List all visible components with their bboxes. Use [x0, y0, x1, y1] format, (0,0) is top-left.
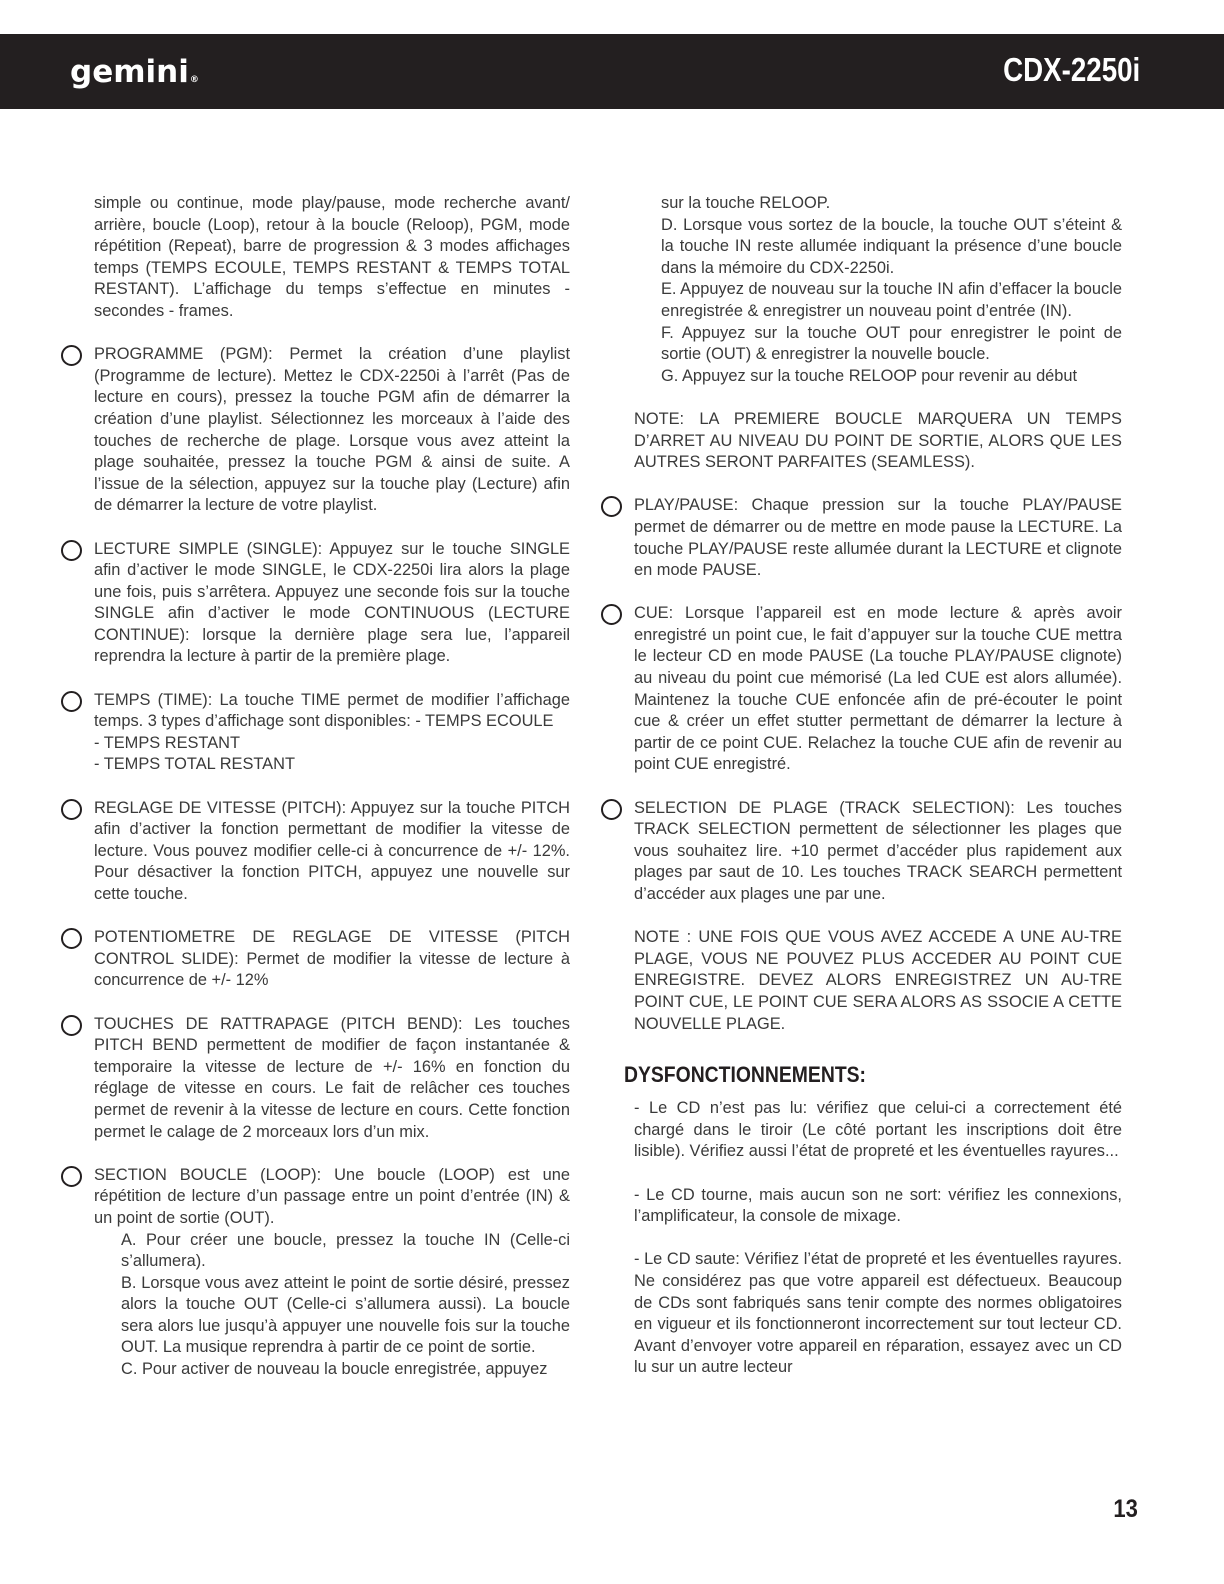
circle-bullet-icon [61, 799, 82, 820]
section-pgm [94, 344, 570, 517]
trouble-item [634, 1098, 1122, 1163]
section-pitch [94, 798, 570, 906]
intro-text: simple ou continue, mode play/pause, mode recherche avant/ arrière, boucle (Loop), retour à la boucle (Reloop), PGM, mode répétition (Repeat), barre de progression & 3 modes affichages temps (TEMPS ECOULE, TEMPS RESTANT & TEMPS TOTAL RESTANT). L’affichage du temps s’effectue en minutes - secondes - frames. [94, 194, 570, 320]
section-loop [94, 1165, 570, 1381]
pitch-text: REGLAGE DE VITESSE (PITCH): Appuyez sur la touche PITCH afin d’activer la fonction permettant de modifier la vitesse de lecture. Vous pouvez modifier celle-ci à concurrence de +/- 12%. Pour désactiver la fonction PITCH, appuyez une nouvelle sur cette touche. [94, 798, 570, 903]
pgm-text: PROGRAMME (PGM): Permet la création d’une playlist (Programme de lecture). Mettez le CDX-2250i à l’arrêt (Pas de lecture en cours), pressez la touche PGM afin de démarrer la création d’une playlist. Sélectionnez les morceaux à l’aide des touches de recherche de plage. Lorsque vous avez atteint la plage souhaitée, pressez la touche PGM & ainsi de suite. A l’issue de la sélection, appuyez sur la touche play (Lecture) afin de démarrer la lecture de votre playlist. [94, 345, 570, 515]
section-cue [634, 603, 1122, 776]
circle-bullet-icon [601, 604, 622, 625]
loop-step-f: F. Appuyez sur la touche OUT pour enregistrer le point de sortie (OUT) & enregistrer la nouvelle boucle. [661, 323, 1122, 364]
time-text: TEMPS (TIME): La touche TIME permet de modifier l’affichage temps. 3 types d’affichage sont disponibles: - TEMPS ECOULE [94, 690, 570, 731]
loop-intro-text: SECTION BOUCLE (LOOP): Une boucle (LOOP) est une répétition de lecture d’un passage entre un point d’entrée (IN) & un point de sortie (OUT). [94, 1165, 570, 1227]
section-pitch-bend [94, 1014, 570, 1144]
pitch-slide-text: POTENTIOMETRE DE REGLAGE DE VITESSE (PITCH CONTROL SLIDE): Permet de modifier la vitesse de lecture à concurrence de +/- 12% [94, 928, 570, 990]
loop-step-b: B. Lorsque vous avez atteint le point de sortie désiré, pressez alors la touche OUT (Celle-ci s’allumera aussi). La boucle sera alors lue jusqu’à appuyer une nouvelle fois sur la touche OUT. La musique reprendra à partir de ce point de sortie. [121, 1273, 570, 1357]
section-time [94, 690, 570, 776]
trouble-item [634, 1185, 1122, 1228]
page-number: 13 [1113, 1495, 1138, 1523]
loop-step-d: D. Lorsque vous sortez de la boucle, la touche OUT s’éteint & la touche IN reste allumée indiquant la présence d’une boucle dans la mémoire du CDX-2250i. [661, 215, 1122, 277]
troubleshooting-heading: DYSFONCTIONNEMENTS: [624, 1062, 866, 1088]
time-item: - TEMPS RESTANT [94, 733, 241, 752]
circle-bullet-icon [61, 928, 82, 949]
trouble-text: - Le CD tourne, mais aucun son ne sort: vérifiez les connexions, l’amplificateur, la console de mixage. [634, 1185, 1122, 1226]
section-single [94, 539, 570, 669]
cue-text: CUE: Lorsque l’appareil est en mode lecture & après avoir enregistré un point cue, le fait d’appuyer sur la touche CUE mettra le lecteur CD en mode PAUSE (La touche PLAY/PAUSE clignote) au niveau du point cue mémorisé (La led CUE est alors allumée). Maintenez la touche CUE enfoncée afin de pré-écouter le point cue & créer un effet stutter permettant de démarrer la lecture à partir de ce point CUE. Relachez la touche CUE afin de revenir au point CUE enregistré. [634, 604, 1122, 774]
loop-step-c: C. Pour activer de nouveau la boucle enregistrée, appuyez [121, 1360, 548, 1379]
circle-bullet-icon [61, 1015, 82, 1036]
note-cue [634, 927, 1122, 1035]
intro-paragraph [94, 193, 570, 323]
track-selection-text: SELECTION DE PLAGE (TRACK SELECTION): Les touches TRACK SELECTION permettent de sélectionner les plages que vous souhaitez lire. +10 permet d’accéder plus rapidement aux plages par saut de 10. Les touches TRACK SEARCH permettent d’accéder aux plages une par une. [634, 798, 1122, 903]
header-bar [0, 34, 1224, 109]
section-play-pause [634, 495, 1122, 581]
circle-bullet-icon [61, 345, 82, 366]
time-item: - TEMPS TOTAL RESTANT [94, 755, 295, 774]
circle-bullet-icon [61, 1166, 82, 1187]
single-text: LECTURE SIMPLE (SINGLE): Appuyez sur le touche SINGLE afin d’activer le mode SINGLE, le CDX-2250i lira alors la plage une fois, puis s’arrêtera. Appuyez une seconde fois sur la touche SINGLE afin d’activer le mode CONTINUOUS (LECTURE CONTINUE): lorsque la dernière plage sera lue, l’appareil reprendra la lecture à partir de la première plage. [94, 539, 570, 666]
trouble-item [634, 1249, 1122, 1379]
pitch-bend-text: TOUCHES DE RATTRAPAGE (PITCH BEND): Les touches PITCH BEND permettent de modifier de façon instantanée & temporaire la vitesse de lecture de +/- 16% en fonction du réglage de vitesse en cours. Le fait de relâcher ces touches permet de revenir à la vitesse de lecture en cours. Cette fonction permet le calage de 2 morceaux lors d’un mix. [94, 1014, 570, 1141]
brand-name: gemini [70, 54, 189, 90]
note-loop [634, 409, 1122, 474]
loop-step-a: A. Pour créer une boucle, pressez la touche IN (Celle-ci s’allumera). [121, 1230, 570, 1271]
circle-bullet-icon [61, 691, 82, 712]
section-track-selection [634, 798, 1122, 906]
model-name: CDX-2250i [1002, 51, 1140, 88]
trouble-text: - Le CD saute: Vérifiez l’état de propreté et les éventuelles rayures. Ne considérez pas que votre appareil est défectueux. Beaucoup de CDs sont fabriqués sans tenir compte des normes obligatoires en vigueur et ils fonctionneront incorrectement sur tout lecteur CD. Avant d’envoyer votre appareil en réparation, essayez avec un CD lu sur un autre lecteur [634, 1250, 1122, 1377]
loop-step-c-continued: sur la touche RELOOP. [661, 194, 831, 212]
circle-bullet-icon [601, 799, 622, 820]
left-column [94, 193, 570, 1402]
play-pause-text: PLAY/PAUSE: Chaque pression sur la touche PLAY/PAUSE permet de démarrer ou de mettre en mode pause la LECTURE. La touche PLAY/PAUSE reste allumée durant la LECTURE et clignote en mode PAUSE. [634, 496, 1122, 580]
trouble-text: - Le CD n’est pas lu: vérifiez que celui-ci a correctement été chargé dans le tiroir (Le côté portant les inscriptions doit être lisible). Vérifiez aussi l’état de propreté et les éventuelles rayures... [634, 1099, 1122, 1161]
right-column [624, 193, 1122, 1400]
note-cue-text: NOTE : UNE FOIS QUE VOUS AVEZ ACCEDE A UNE AU-TRE PLAGE, VOUS NE POUVEZ PLUS ACCEDER AU POINT CUE ENREGISTRE. DEVEZ ALORS ENREGISTREZ UN AU-TRE POINT CUE, LE POINT CUE SERA ALORS AS SSOCIE A CETTE NOUVELLE PLAGE. [634, 928, 1122, 1033]
brand-logo [70, 52, 199, 92]
loop-step-e: E. Appuyez de nouveau sur la touche IN afin d’effacer la boucle enregistrée & enregistrer un nouveau point d’entrée (IN). [661, 280, 1122, 320]
section-pitch-slide [94, 927, 570, 992]
note-loop-text: NOTE: LA PREMIERE BOUCLE MARQUERA UN TEMPS D’ARRET AU NIVEAU DU POINT DE SORTIE, ALORS QUE LES AUTRES SERONT PARFAITES (SEAMLESS). [634, 409, 1122, 472]
registered-mark: ® [189, 75, 199, 85]
loop-step-g: G. Appuyez sur la touche RELOOP pour revenir au début [661, 366, 1078, 385]
circle-bullet-icon [601, 496, 622, 517]
loop-continued [634, 193, 1122, 387]
circle-bullet-icon [61, 540, 82, 561]
